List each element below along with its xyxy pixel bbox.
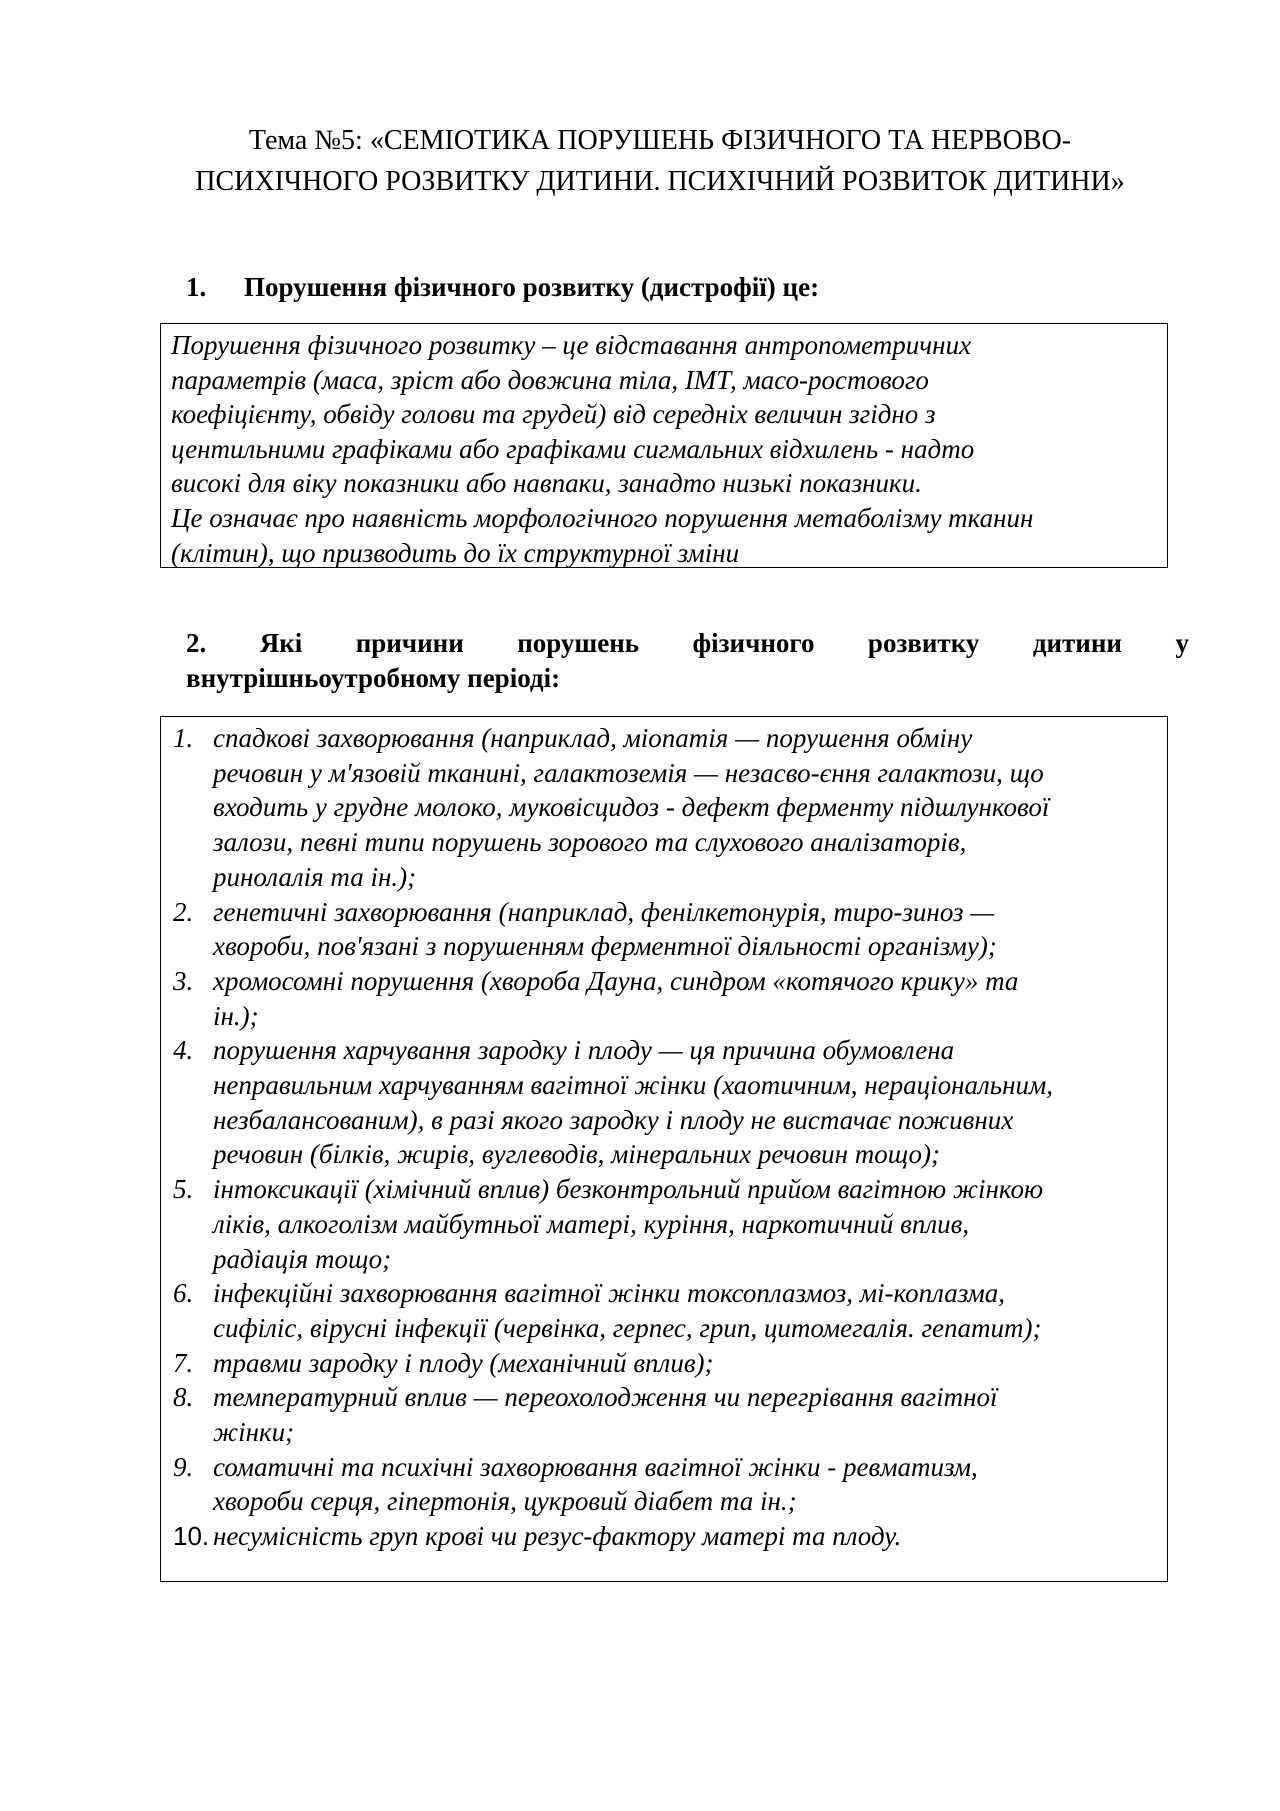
question-1-heading — [186, 270, 1186, 304]
list-item-line: ринолалія та ін.); — [213, 861, 417, 892]
list-item-text — [213, 1033, 1159, 1172]
list-item-number: 8. — [173, 1382, 194, 1413]
list-item-line: радіація тощо; — [213, 1243, 392, 1274]
answer-1-line: (клітин), що призводить до їх структурної зміни — [171, 537, 740, 568]
answer-1-line: Порушення фізичного розвитку – це відставання антропометричних — [171, 330, 972, 360]
list-item-line: інтоксикації (хімічний вплив) безконтрольний прийом вагітною жінкою — [213, 1174, 1043, 1205]
answer-1-line: коефіцієнту, обвіду голови та грудей) від середніх величин згідно з — [171, 399, 936, 430]
question-2-heading — [186, 626, 1189, 696]
list-item-line: соматичні та психічні захворювання вагітної жінки - ревматизм, — [213, 1451, 978, 1482]
question-2-word: порушень — [517, 628, 640, 658]
list-item-text — [213, 1519, 1159, 1554]
list-item-line: неправильним харчуванням вагітної жінки (хаотичним, нераціональним, — [213, 1070, 1053, 1101]
list-item-text — [213, 1450, 1159, 1519]
list-item-line: хвороби, пов'язані з порушенням ферментної діяльності організму); — [213, 931, 997, 962]
question-2-word: фізичного — [692, 628, 815, 658]
list-item — [173, 721, 1159, 895]
list-item — [173, 1033, 1159, 1172]
answer-1-box — [160, 323, 1168, 568]
list-item — [173, 895, 1159, 964]
list-item — [173, 1346, 1159, 1381]
list-item-number: 5. — [173, 1174, 194, 1205]
question-1-text: Порушення фізичного розвитку (дистрофії) це: — [244, 272, 820, 302]
list-item-text — [213, 721, 1159, 895]
list-item-number: 1. — [173, 723, 194, 753]
title-line-2: ПСИХІЧНОГО РОЗВИТКУ ДИТИНИ. ПСИХІЧНИЙ РОЗВИТОК ДИТИНИ» — [195, 166, 1125, 197]
list-item-number: 6. — [173, 1278, 194, 1309]
question-1-number: 1. — [186, 272, 207, 302]
list-item-line: хромосомні порушення (хвороба Дауна, синдром «котячого крику» та — [213, 965, 1019, 996]
question-2-line-2: внутрішньоутробному періоді: — [186, 663, 561, 693]
list-item — [173, 1380, 1159, 1449]
list-item-text — [213, 1172, 1159, 1276]
list-item-text — [213, 1276, 1159, 1345]
answer-1-line: параметрів (маса, зріст або довжина тіла, ІМТ, масо-ростового — [171, 364, 929, 395]
question-2-line-1 — [186, 626, 1189, 661]
list-item-line: незбалансованим), в разі якого зародку і плоду не вистачає поживних — [213, 1104, 1014, 1135]
answer-1-line: центильними графіками або графіками сигмальних відхилень - надто — [171, 433, 975, 464]
list-item-line: генетичні захворювання (наприклад, фенілкетонурія, тиро-зиноз — — [213, 896, 995, 927]
list-item-line: хвороби серця, гіпертонія, цукровий діабет та ін.; — [213, 1486, 797, 1517]
list-item-line: ліків, алкоголізм майбутньої матері, куріння, наркотичний вплив, — [213, 1208, 970, 1239]
question-2-word: Які — [259, 628, 303, 658]
list-item-number: 10. — [173, 1521, 210, 1552]
answer-1-line: високі для віку показники або навпаки, занадто низькі показники. — [171, 468, 922, 499]
question-2-word: дитини — [1032, 628, 1122, 658]
list-item-line: порушення харчування зародку і плоду — ця причина обумовлена — [213, 1035, 955, 1066]
list-item-number: 7. — [173, 1347, 194, 1378]
list-item — [173, 1450, 1159, 1519]
question-2-word: причини — [355, 628, 464, 658]
list-item — [173, 1276, 1159, 1345]
question-2-word: у — [1175, 628, 1189, 658]
list-item-line: речовин (білків, жирів, вуглеводів, мінеральних речовин тощо); — [213, 1139, 940, 1170]
list-item-line: залози, певні типи порушень зорового та слухового аналізаторів, — [213, 827, 967, 858]
document-title — [160, 120, 1160, 202]
list-item-text — [213, 1380, 1159, 1449]
answer-2-box — [160, 716, 1168, 1582]
list-item-line: ін.); — [213, 1000, 259, 1031]
list-item-line: жінки; — [213, 1417, 295, 1448]
list-item-number: 9. — [173, 1451, 194, 1482]
list-item — [173, 1172, 1159, 1276]
question-2-word: 2. — [186, 628, 207, 658]
list-item-text — [213, 895, 1159, 964]
list-item-line: входить у грудне молоко, муковісцидоз - дефект ферменту підшлункової — [213, 792, 1050, 823]
list-item-line: інфекційні захворювання вагітної жінки токсоплазмоз, мі-коплазма, — [213, 1278, 1006, 1309]
list-item-text — [213, 1346, 1159, 1381]
list-item-number: 3. — [173, 965, 194, 996]
list-item-number: 2. — [173, 896, 194, 927]
list-item — [173, 1519, 1159, 1554]
title-line-1: Тема №5: «СЕМІОТИКА ПОРУШЕНЬ ФІЗИЧНОГО ТА НЕРВОВО- — [248, 125, 1072, 156]
list-item-line: спадкові захворювання (наприклад, міопатія — порушення обміну — [213, 723, 973, 753]
list-item-text — [213, 964, 1159, 1033]
causes-list — [173, 721, 1159, 1554]
answer-1-line: Це означає про наявність морфологічного порушення метаболізму тканин — [171, 502, 1034, 533]
list-item-line: температурний вплив — переохолодження чи перегрівання вагітної — [213, 1382, 998, 1413]
list-item — [173, 964, 1159, 1033]
list-item-line: травми зародку і плоду (механічний вплив); — [213, 1347, 714, 1378]
list-item-line: сифіліс, вірусні інфекції (червінка, герпес, грип, цитомегалія. гепатит); — [213, 1312, 1042, 1343]
list-item-line: речовин у м'язовій тканині, галактоземія — незасво-єння галактози, що — [213, 757, 1044, 788]
list-item-number: 4. — [173, 1035, 194, 1066]
question-2-word: розвитку — [867, 628, 980, 658]
list-item-line: несумісність груп крові чи резус-фактору матері та плоду. — [213, 1521, 902, 1552]
